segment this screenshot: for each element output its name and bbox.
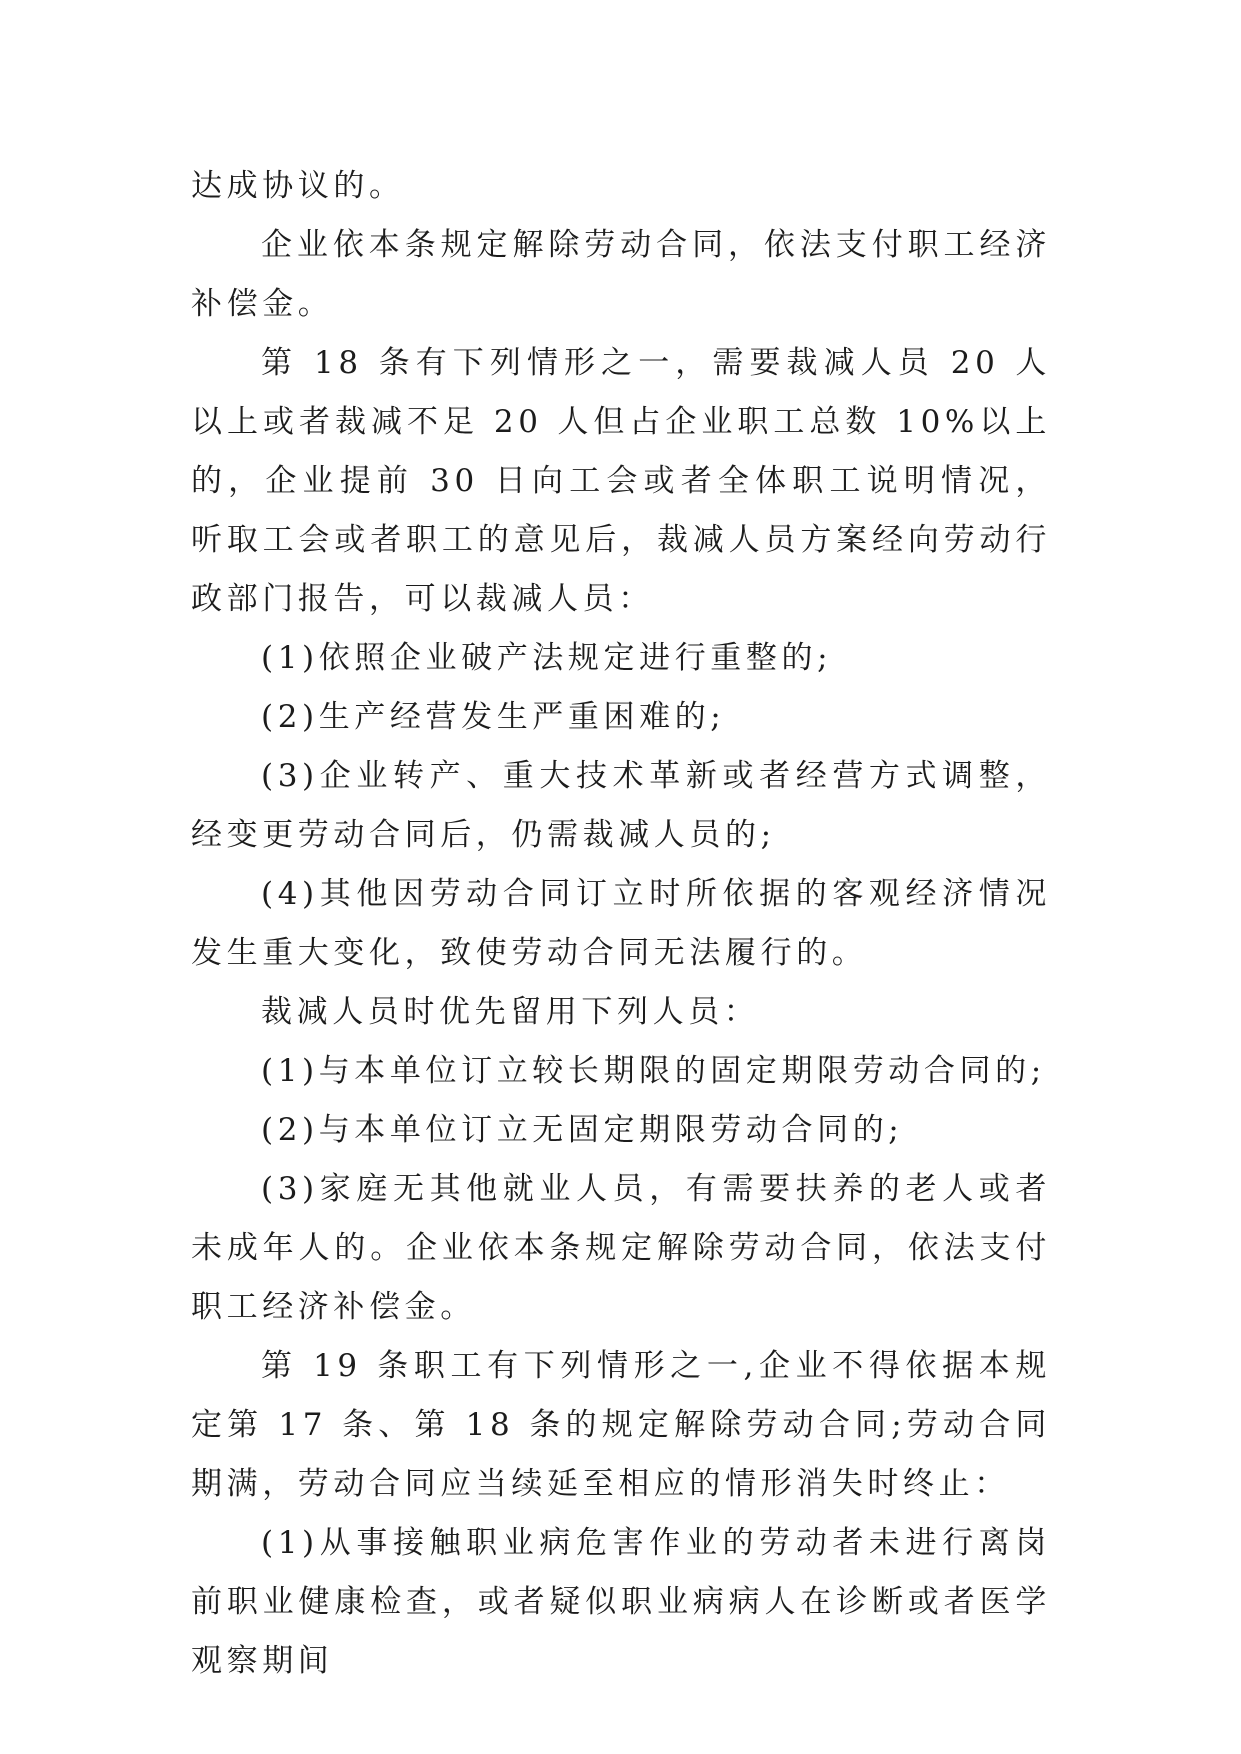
paragraph-article-18: 第 18 条有下列情形之一，需要裁减人员 20 人以上或者裁减不足 20 人但占企业职工总数 10%以上的，企业提前 30 日向工会或者全体职工说明情况，听取工会或者职工的意见后，裁减人员方案经向劳动行政部门报告，可以裁减人员： [191, 345, 1051, 617]
document-body [191, 157, 1051, 1691]
paragraph-retain-2: (2)与本单位订立无固定期限劳动合同的; [261, 1112, 904, 1148]
paragraph-item-4: (4)其他因劳动合同订立时所依据的客观经济情况发生重大变化，致使劳动合同无法履行的。 [191, 876, 1051, 971]
paragraph-retain-intro: 裁减人员时优先留用下列人员： [261, 994, 760, 1030]
paragraph-article-19: 第 19 条职工有下列情形之一,企业不得依据本规定第 17 条、第 18 条的规定解除劳动合同;劳动合同期满，劳动合同应当续延至相应的情形消失时终止： [191, 1348, 1051, 1502]
paragraph-item-2: (2)生产经营发生严重困难的; [261, 699, 726, 735]
paragraph-2: 企业依本条规定解除劳动合同，依法支付职工经济补偿金。 [191, 227, 1051, 322]
paragraph-retain-1: (1)与本单位订立较长期限的固定期限劳动合同的; [261, 1053, 1046, 1089]
paragraph-item-1: (1)依照企业破产法规定进行重整的; [261, 640, 833, 676]
paragraph-1: 达成协议的。 [191, 168, 405, 204]
paragraph-article-19-item-1: (1)从事接触职业病危害作业的劳动者未进行离岗前职业健康检查，或者疑似职业病病人在诊断或者医学观察期间 [191, 1525, 1051, 1679]
paragraph-retain-3: (3)家庭无其他就业人员，有需要扶养的老人或者未成年人的。企业依本条规定解除劳动合同，依法支付职工经济补偿金。 [191, 1171, 1051, 1325]
paragraph-item-3: (3)企业转产、重大技术革新或者经营方式调整，经变更劳动合同后，仍需裁减人员的; [191, 758, 1051, 853]
